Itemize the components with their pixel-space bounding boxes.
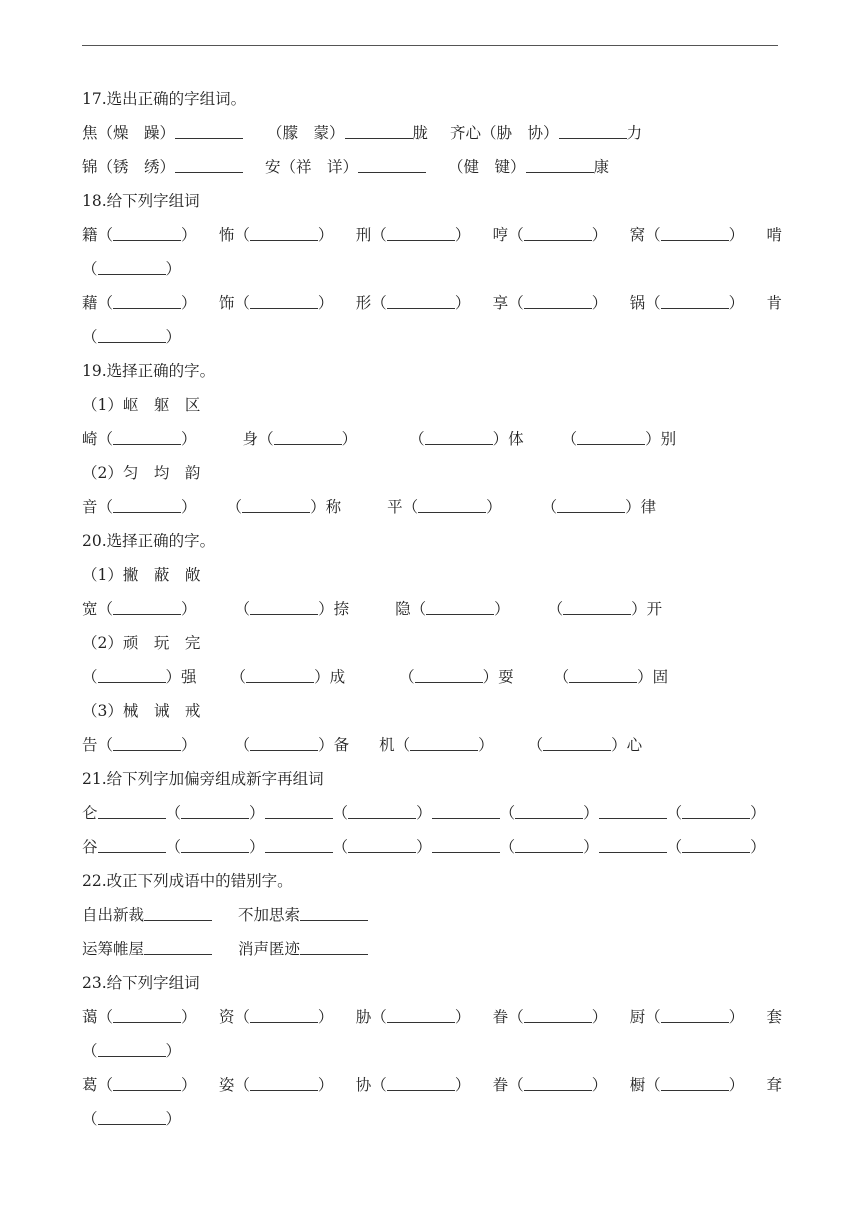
left-paren: （: [508, 1076, 524, 1094]
right-paren: ）: [492, 430, 509, 448]
q22-row1: [82, 902, 782, 936]
left-paren: （: [234, 600, 251, 618]
answer-blank[interactable]: [526, 154, 594, 173]
left-paren: （: [645, 226, 661, 244]
label-text: 隐: [395, 600, 411, 618]
answer-blank[interactable]: [563, 596, 631, 615]
right-paren: ）: [591, 1008, 608, 1026]
q23-item: [219, 1004, 334, 1030]
label-text: 称: [325, 498, 342, 516]
q18-char: 享: [492, 294, 509, 312]
q18-char: 啃: [766, 226, 782, 244]
label-text: 机: [379, 736, 395, 754]
answer-blank[interactable]: [387, 290, 455, 309]
q23-item: [356, 1004, 471, 1030]
q23-row2: [82, 1072, 782, 1106]
answer-blank[interactable]: [524, 1004, 592, 1023]
label-text: 自出新裁: [82, 906, 145, 924]
label-text: 音: [82, 498, 98, 516]
q23-title: 23.给下列字组词: [82, 974, 200, 992]
answer-blank[interactable]: [524, 290, 592, 309]
q18-item: [82, 290, 197, 316]
label-text: 消声匿迹: [238, 940, 301, 958]
left-paren: （: [499, 838, 516, 856]
answer-blank[interactable]: [265, 800, 333, 819]
right-paren: ）: [181, 600, 197, 618]
q18-char: 饰: [218, 294, 235, 312]
label-text: 告: [82, 736, 98, 754]
right-paren: ）: [591, 226, 608, 244]
answer-blank[interactable]: [181, 800, 249, 819]
answer-blank[interactable]: [524, 222, 592, 241]
answer-blank[interactable]: [515, 834, 583, 853]
left-paren: （: [230, 668, 247, 686]
right-paren: ）: [181, 430, 197, 448]
q19-title: 19.选择正确的字。: [82, 362, 216, 380]
left-paren: （: [508, 226, 524, 244]
right-paren: ）: [165, 668, 182, 686]
q19-group1-options: （1）岖 躯 区: [82, 396, 201, 414]
answer-blank[interactable]: [98, 1038, 166, 1057]
answer-blank[interactable]: [415, 664, 483, 683]
left-paren: （: [371, 226, 387, 244]
right-paren: ）: [165, 1042, 182, 1060]
answer-blank[interactable]: [113, 426, 181, 445]
q21-title: 21.给下列字加偏旁组成新字再组词: [82, 770, 324, 788]
left-paren: （: [234, 226, 250, 244]
answer-blank[interactable]: [387, 1072, 455, 1091]
answer-blank[interactable]: [661, 1072, 729, 1091]
answer-blank[interactable]: [113, 290, 181, 309]
left-paren: （: [226, 498, 243, 516]
label-text: 眷: [492, 1076, 509, 1094]
q20-group2-row: [82, 664, 782, 698]
right-paren: ）: [478, 736, 494, 754]
right-paren: ）: [494, 600, 510, 618]
q18-char: 形: [355, 294, 372, 312]
right-paren: ）: [181, 294, 197, 312]
q20-title: 20.选择正确的字。: [82, 532, 216, 550]
answer-blank[interactable]: [250, 222, 318, 241]
label-text: 身: [242, 430, 259, 448]
q20-group1-row: [82, 596, 782, 630]
left-paren: （: [409, 430, 425, 448]
answer-blank[interactable]: [144, 902, 212, 921]
left-paren: （: [165, 804, 182, 822]
right-paren: ）: [454, 1076, 471, 1094]
right-paren: ）: [318, 736, 334, 754]
right-paren: ）: [750, 838, 766, 856]
label-text: 律: [640, 498, 657, 516]
answer-blank[interactable]: [98, 256, 166, 275]
q18-item: [219, 222, 334, 248]
left-paren: （: [371, 1008, 387, 1026]
right-paren: ）: [611, 736, 627, 754]
label-text: 固: [652, 668, 669, 686]
answer-blank[interactable]: [98, 664, 166, 683]
right-paren: ）: [482, 668, 499, 686]
q17-r1-c: 齐心（胁 协）: [450, 124, 559, 142]
right-paren: ）: [750, 804, 766, 822]
q18-item: [356, 222, 471, 248]
label-text: 仑: [82, 804, 98, 822]
answer-blank[interactable]: [113, 1072, 181, 1091]
left-paren: （: [666, 804, 683, 822]
answer-blank[interactable]: [246, 664, 314, 683]
answer-blank[interactable]: [682, 834, 750, 853]
q18-row2: [82, 290, 782, 324]
q18-item: [493, 222, 608, 248]
q18-item: [82, 222, 197, 248]
left-paren: （: [527, 736, 544, 754]
answer-blank[interactable]: [557, 494, 625, 513]
label-text: 心: [626, 736, 643, 754]
right-paren: ）: [181, 736, 197, 754]
right-paren: ）: [181, 498, 197, 516]
q17-row2: [82, 154, 782, 188]
q23-row1-wrap: [82, 1038, 782, 1072]
right-paren: ）: [728, 226, 745, 244]
label-text: 耍: [498, 668, 514, 686]
answer-blank[interactable]: [144, 936, 212, 955]
left-paren: （: [97, 600, 114, 618]
answer-blank[interactable]: [175, 154, 243, 173]
right-paren: ）: [314, 668, 330, 686]
q23-item: [82, 1004, 197, 1030]
left-paren: （: [371, 294, 387, 312]
left-paren: （: [82, 668, 98, 686]
answer-blank[interactable]: [348, 834, 416, 853]
q22-title: 22.改正下列成语中的错别字。: [82, 872, 293, 890]
q17-r1-a: 焦（燥 躁）: [82, 124, 176, 142]
label-text: 不加思索: [238, 906, 301, 924]
answer-blank[interactable]: [524, 1072, 592, 1091]
right-paren: ）: [416, 804, 432, 822]
q23-item: [356, 1072, 471, 1098]
right-paren: ）: [486, 498, 502, 516]
right-paren: ）: [637, 668, 653, 686]
answer-blank[interactable]: [599, 834, 667, 853]
q17-r2-a: 锦（锈 绣）: [82, 158, 176, 176]
q23-item: [630, 1072, 745, 1098]
right-paren: ）: [645, 430, 661, 448]
q18-char: 籍: [82, 226, 98, 244]
answer-blank[interactable]: [242, 494, 310, 513]
right-paren: ）: [317, 226, 334, 244]
answer-blank[interactable]: [387, 222, 455, 241]
right-paren: ）: [583, 838, 599, 856]
label-text: 平: [387, 498, 403, 516]
left-paren: （: [82, 1042, 98, 1060]
label-text: 眷: [492, 1008, 509, 1026]
right-paren: ）: [165, 328, 182, 346]
answer-blank[interactable]: [175, 120, 243, 139]
q17-r2-c: （健 键）: [448, 158, 526, 176]
q17-r2-b: 安（祥 详）: [265, 158, 359, 176]
q23-item: [493, 1072, 608, 1098]
right-paren: ）: [317, 1008, 334, 1026]
q18-item: [493, 290, 608, 316]
label-text: 体: [508, 430, 524, 448]
q18-row2-wrap: [82, 324, 782, 358]
left-paren: （: [82, 328, 98, 346]
label-text: 崎: [82, 430, 98, 448]
right-paren: ）: [318, 600, 334, 618]
q18-char: 窝: [629, 226, 646, 244]
answer-blank[interactable]: [250, 1072, 318, 1091]
right-paren: ）: [591, 1076, 608, 1094]
answer-blank[interactable]: [569, 664, 637, 683]
label-text: 捺: [333, 600, 350, 618]
right-paren: ）: [728, 1076, 745, 1094]
left-paren: （: [561, 430, 578, 448]
left-paren: （: [97, 1008, 114, 1026]
answer-blank[interactable]: [543, 732, 611, 751]
answer-blank[interactable]: [113, 596, 181, 615]
right-paren: ）: [249, 804, 265, 822]
left-paren: （: [394, 736, 411, 754]
answer-blank[interactable]: [599, 800, 667, 819]
answer-blank[interactable]: [358, 154, 426, 173]
answer-blank[interactable]: [113, 494, 181, 513]
right-paren: ）: [591, 294, 608, 312]
q23-row2-wrap: [82, 1106, 782, 1140]
left-paren: （: [508, 294, 524, 312]
left-paren: （: [234, 294, 250, 312]
q17-r2-c2: 康: [593, 158, 610, 176]
left-paren: （: [332, 838, 349, 856]
left-paren: （: [499, 804, 516, 822]
right-paren: ）: [454, 294, 471, 312]
left-paren: （: [553, 668, 570, 686]
q18-char: 锅: [629, 294, 646, 312]
q17-r1-b2: 胧: [412, 124, 429, 142]
left-paren: （: [97, 430, 114, 448]
answer-blank[interactable]: [181, 834, 249, 853]
left-paren: （: [508, 1008, 524, 1026]
left-paren: （: [234, 1076, 250, 1094]
label-text: 葛: [82, 1076, 98, 1094]
left-paren: （: [234, 736, 251, 754]
left-paren: （: [645, 1076, 661, 1094]
label-text: 开: [646, 600, 663, 618]
q20-group3-row: [82, 732, 782, 766]
right-paren: ）: [181, 1076, 197, 1094]
q20-group1-options: （1）撇 蔽 敞: [82, 566, 201, 584]
answer-blank[interactable]: [559, 120, 627, 139]
right-paren: ）: [249, 838, 265, 856]
answer-blank[interactable]: [300, 902, 368, 921]
answer-blank[interactable]: [348, 800, 416, 819]
answer-blank[interactable]: [113, 1004, 181, 1023]
q20-group3-options: （3）械 诫 戒: [82, 702, 201, 720]
label-text: 胁: [355, 1008, 372, 1026]
left-paren: （: [645, 294, 661, 312]
right-paren: ）: [625, 498, 641, 516]
answer-blank[interactable]: [515, 800, 583, 819]
q23-item: [630, 1004, 745, 1030]
left-paren: （: [402, 498, 419, 516]
right-paren: ）: [728, 1008, 745, 1026]
label-text: 蔼: [82, 1008, 98, 1026]
left-paren: （: [97, 1076, 114, 1094]
worksheet: [82, 86, 782, 1140]
label-text: 谷: [82, 838, 98, 856]
label-text: 协: [355, 1076, 372, 1094]
q17-title: 17.选出正确的字组词。: [82, 90, 247, 108]
q19-group2-row: [82, 494, 782, 528]
q18-item: [219, 290, 334, 316]
left-paren: （: [332, 804, 349, 822]
right-paren: ）: [631, 600, 647, 618]
right-paren: ）: [165, 1110, 182, 1128]
right-paren: ）: [728, 294, 745, 312]
q23-item: [493, 1004, 608, 1030]
q17-row1: [82, 120, 782, 154]
answer-blank[interactable]: [387, 1004, 455, 1023]
left-paren: （: [547, 600, 564, 618]
q18-item: [356, 290, 471, 316]
q18-item: [630, 290, 745, 316]
left-paren: （: [234, 1008, 250, 1026]
q19-group2-options: （2）匀 均 韵: [82, 464, 201, 482]
answer-blank[interactable]: [418, 494, 486, 513]
left-paren: （: [82, 1110, 98, 1128]
q21-row1: [82, 800, 782, 834]
left-paren: （: [258, 430, 274, 448]
left-paren: （: [371, 1076, 387, 1094]
answer-blank[interactable]: [113, 732, 181, 751]
right-paren: ）: [416, 838, 432, 856]
left-paren: （: [97, 736, 114, 754]
left-paren: （: [645, 1008, 661, 1026]
label-text: 橱: [629, 1076, 646, 1094]
left-paren: （: [97, 498, 114, 516]
answer-blank[interactable]: [432, 800, 500, 819]
label-text: 厨: [629, 1008, 646, 1026]
right-paren: ）: [310, 498, 326, 516]
label-text: 运筹帷屋: [82, 940, 145, 958]
left-paren: （: [410, 600, 427, 618]
label-text: 宽: [82, 600, 98, 618]
label-text: 姿: [218, 1076, 235, 1094]
q23-row1: [82, 1004, 782, 1038]
answer-blank[interactable]: [661, 290, 729, 309]
answer-blank[interactable]: [98, 1106, 166, 1125]
label-text: 强: [181, 668, 197, 686]
q23-item: [82, 1072, 197, 1098]
q19-group1-row: [82, 426, 782, 460]
answer-blank[interactable]: [98, 834, 166, 853]
answer-blank[interactable]: [410, 732, 478, 751]
answer-blank[interactable]: [661, 1004, 729, 1023]
label-text: 备: [333, 736, 350, 754]
q18-char: 怖: [218, 226, 235, 244]
q18-char: 哼: [492, 226, 509, 244]
q21-row2: [82, 834, 782, 868]
left-paren: （: [97, 226, 114, 244]
q22-row2: [82, 936, 782, 970]
q18-row1: [82, 222, 782, 256]
right-paren: ）: [341, 430, 358, 448]
q20-group2-options: （2）顽 玩 完: [82, 634, 201, 652]
q18-char: 肯: [766, 294, 782, 312]
left-paren: （: [97, 294, 114, 312]
answer-blank[interactable]: [265, 834, 333, 853]
answer-blank[interactable]: [425, 426, 493, 445]
answer-blank[interactable]: [426, 596, 494, 615]
answer-blank[interactable]: [300, 936, 368, 955]
right-paren: ）: [454, 1008, 471, 1026]
left-paren: （: [399, 668, 415, 686]
label-text: 资: [218, 1008, 235, 1026]
answer-blank[interactable]: [98, 324, 166, 343]
answer-blank[interactable]: [432, 834, 500, 853]
answer-blank[interactable]: [250, 1004, 318, 1023]
q18-item: [630, 222, 745, 248]
right-paren: ）: [181, 1008, 197, 1026]
right-paren: ）: [583, 804, 599, 822]
answer-blank[interactable]: [577, 426, 645, 445]
right-paren: ）: [181, 226, 197, 244]
header-rule: [82, 45, 778, 46]
left-paren: （: [82, 260, 98, 278]
label-text: 成: [329, 668, 346, 686]
answer-blank[interactable]: [98, 800, 166, 819]
label-text: 耷: [766, 1076, 782, 1094]
label-text: 套: [766, 1008, 782, 1026]
left-paren: （: [666, 838, 683, 856]
right-paren: ）: [317, 1076, 334, 1094]
right-paren: ）: [317, 294, 334, 312]
answer-blank[interactable]: [345, 120, 413, 139]
q18-row1-wrap: [82, 256, 782, 290]
q18-char: 刑: [355, 226, 372, 244]
q18-title: 18.给下列字组词: [82, 192, 200, 210]
q17-r1-c2: 力: [626, 124, 643, 142]
answer-blank[interactable]: [250, 732, 318, 751]
answer-blank[interactable]: [661, 222, 729, 241]
q18-char: 藉: [82, 294, 98, 312]
right-paren: ）: [454, 226, 471, 244]
answer-blank[interactable]: [274, 426, 342, 445]
left-paren: （: [165, 838, 182, 856]
answer-blank[interactable]: [250, 290, 318, 309]
answer-blank[interactable]: [682, 800, 750, 819]
answer-blank[interactable]: [250, 596, 318, 615]
q23-item: [219, 1072, 334, 1098]
q17-r1-b: （朦 蒙）: [267, 124, 345, 142]
label-text: 别: [660, 430, 677, 448]
answer-blank[interactable]: [113, 222, 181, 241]
right-paren: ）: [165, 260, 182, 278]
left-paren: （: [541, 498, 558, 516]
